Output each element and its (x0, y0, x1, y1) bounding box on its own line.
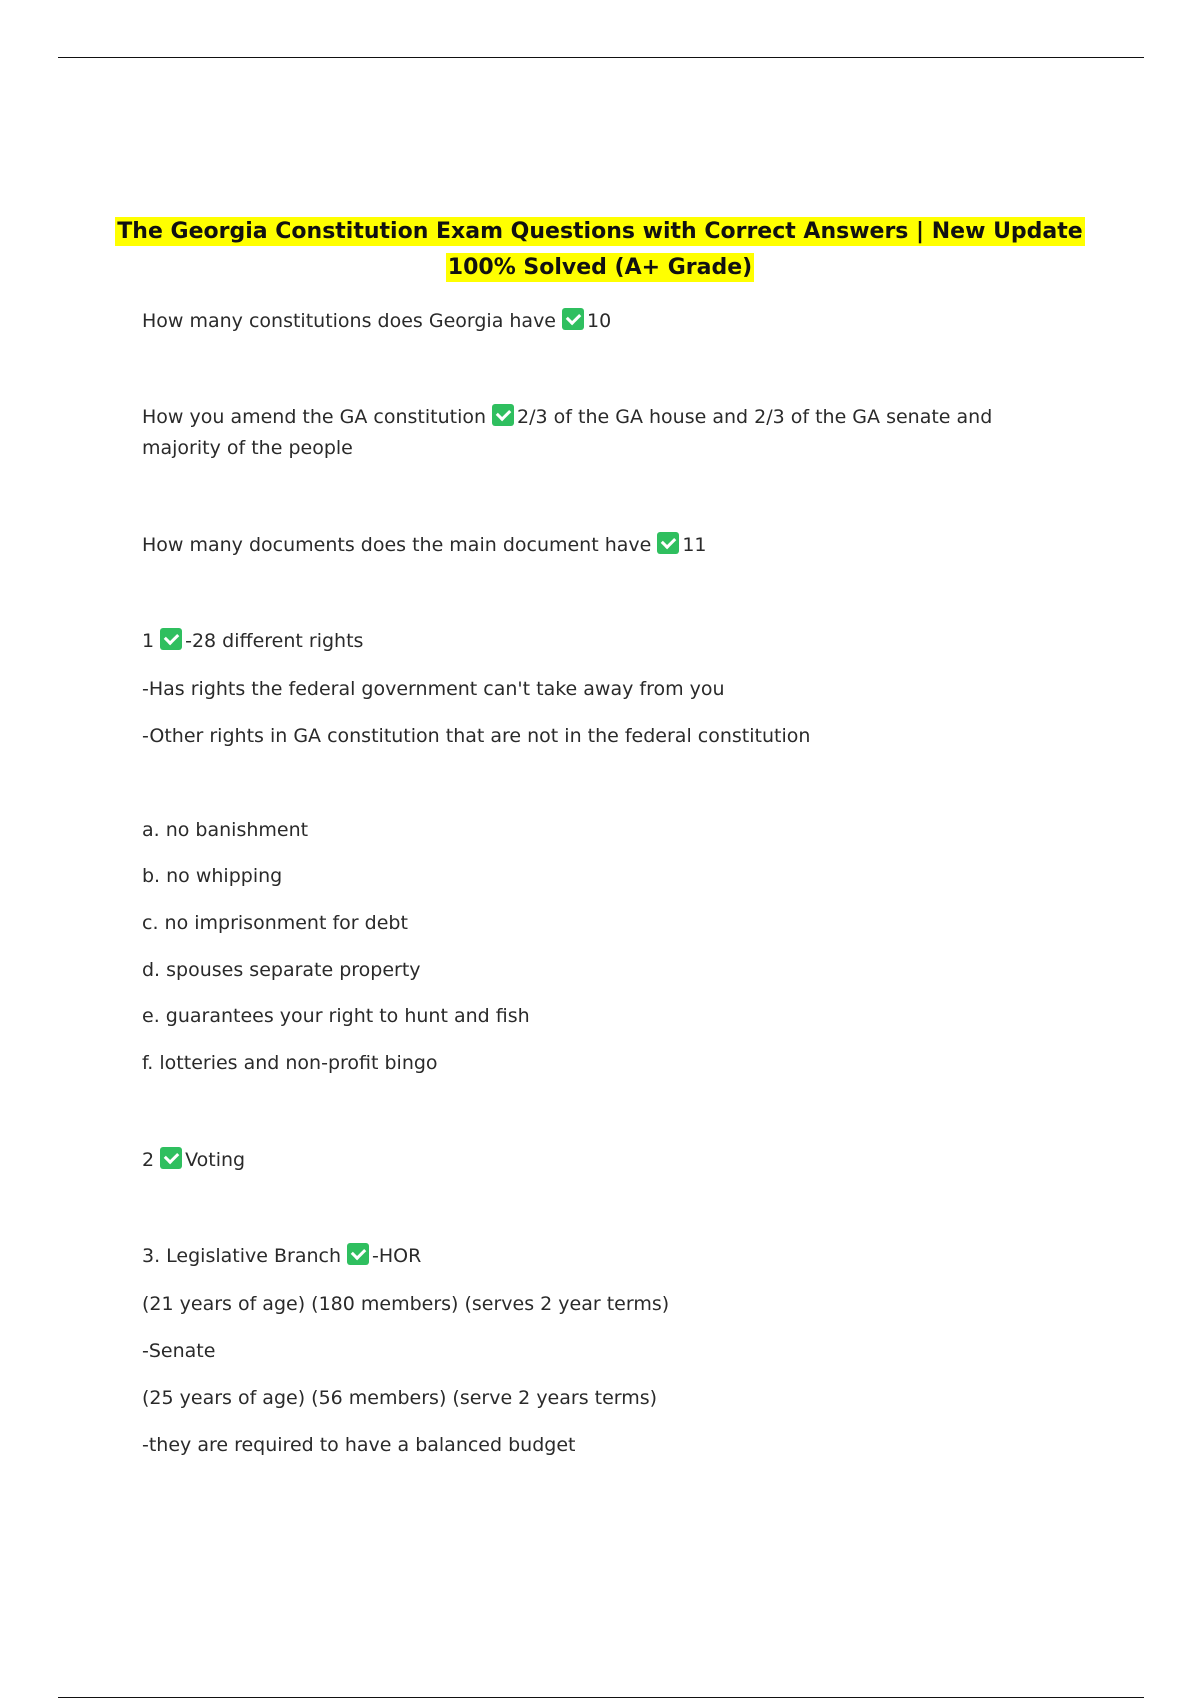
question-text: How you amend the GA constitution (142, 406, 487, 428)
note-line: -Has rights the federal government can't take away from you (142, 678, 725, 700)
qa-item (142, 402, 1062, 464)
question-text: How many constitutions does Georgia have (142, 310, 557, 332)
check-box-icon (347, 1243, 369, 1265)
answer-text: -28 different rights (185, 630, 364, 652)
question-text: How many documents does the main document have (142, 534, 652, 556)
title-line-1: The Georgia Constitution Exam Questions with Correct Answers | New Update (117, 219, 1083, 244)
note-line: (25 years of age) (56 members) (serve 2 years terms) (142, 1387, 658, 1409)
question-text: 3. Legislative Branch (142, 1245, 341, 1267)
check-box-icon (160, 1147, 182, 1169)
check-box-icon (160, 628, 182, 650)
answer-text: 2/3 of the GA house and 2/3 of the GA senate and majority of the people (142, 406, 993, 459)
note-line: (21 years of age) (180 members) (serves 2 year terms) (142, 1293, 670, 1315)
qa-item (142, 308, 611, 334)
note-line: -Other rights in GA constitution that are not in the federal constitution (142, 725, 811, 747)
title-line-2: 100% Solved (A+ Grade) (447, 255, 753, 280)
question-text: 2 (142, 1149, 155, 1171)
check-box-icon (562, 308, 584, 330)
footer-rule (58, 1697, 1144, 1698)
check-box-icon (492, 404, 514, 426)
check-box-icon (657, 532, 679, 554)
list-item: b. no whipping (142, 865, 283, 887)
question-text: 1 (142, 630, 155, 652)
qa-item (142, 1243, 421, 1269)
list-item: d. spouses separate property (142, 959, 421, 981)
answer-text: 11 (682, 534, 707, 556)
answer-text: -HOR (372, 1245, 422, 1267)
list-item: a. no banishment (142, 819, 309, 841)
note-line: -Senate (142, 1340, 216, 1362)
qa-item (142, 532, 707, 558)
qa-item (142, 628, 363, 654)
qa-item (142, 1147, 245, 1173)
header-rule (58, 57, 1144, 58)
answer-text: 10 (587, 310, 612, 332)
note-line: -they are required to have a balanced budget (142, 1434, 576, 1456)
list-item: e. guarantees your right to hunt and fish (142, 1005, 530, 1027)
list-item: c. no imprisonment for debt (142, 912, 408, 934)
page-title (100, 214, 1100, 286)
list-item: f. lotteries and non-profit bingo (142, 1052, 438, 1074)
answer-text: Voting (185, 1149, 246, 1171)
